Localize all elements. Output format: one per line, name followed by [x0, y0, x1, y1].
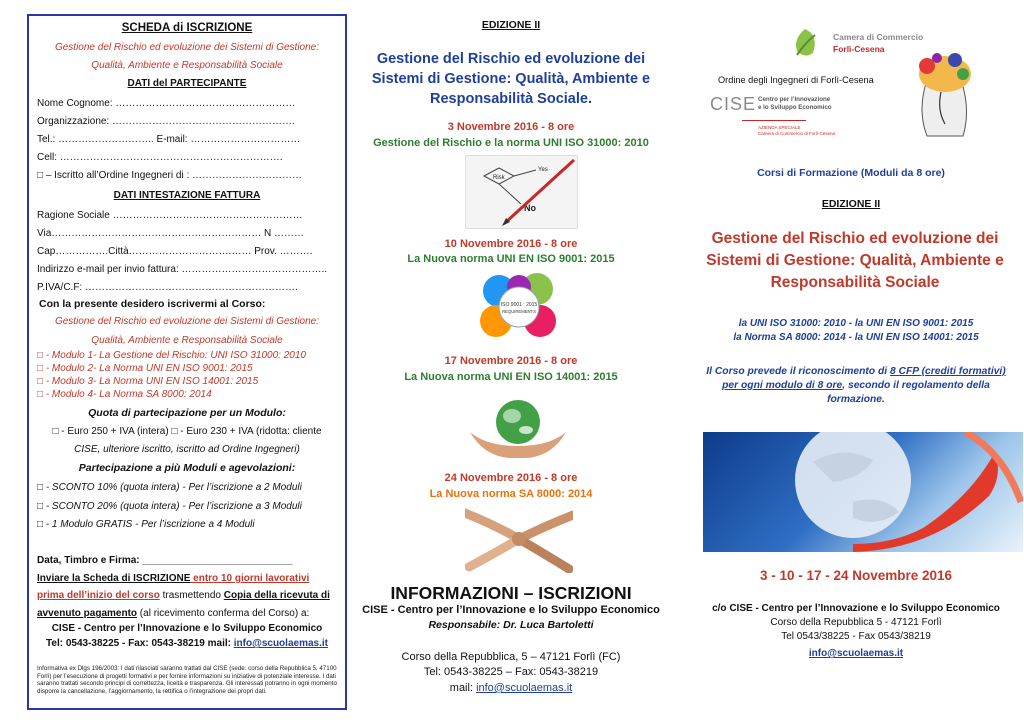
multi-module-header: Partecipazione a più Moduli e agevolazioni:: [78, 462, 296, 474]
cfp-note: [706, 365, 1006, 407]
send-label: Inviare la Scheda di ISCRIZIONE: [37, 573, 191, 584]
cise-logo-l3: AZIENDA SPECIALE: [758, 125, 801, 130]
iso-9001-diagram-image: [474, 269, 564, 341]
field-engineers-order[interactable]: □ – Iscritto all’Ordine Ingegneri di : ……………………………: [37, 170, 302, 181]
right-email-link[interactable]: info@scuolaemas.it: [808, 648, 904, 659]
quota-header: Quota di partecipazione per un Modulo:: [88, 407, 286, 419]
right-address-line1: c/o CISE - Centro per l’Innovazione e lo Sviluppo Economico: [712, 603, 1000, 614]
info-mail-label: mail:: [449, 682, 477, 694]
form-title: SCHEDA di ISCRIZIONE: [121, 22, 253, 34]
enroll-course1: Gestione del Rischio ed evoluzione dei Sistemi di Gestione:: [54, 316, 320, 327]
session-3-topic: La Nuova norma UNI EN ISO 14001: 2015: [404, 371, 618, 383]
session-4-topic: La Nuova norma SA 8000: 2014: [429, 488, 593, 500]
send-instructions-line3: [37, 608, 309, 620]
field-cell[interactable]: Cell: ………………………………………………………….: [37, 152, 283, 163]
cfp-note-a: Il Corso prevede il riconoscimento di: [706, 366, 890, 377]
quota-options[interactable]: □ - Euro 250 + IVA (intera) □ - Euro 230 + IVA (ridotta: cliente: [52, 426, 322, 437]
session-2-date: 10 Novembre 2016 - 8 ore: [444, 238, 578, 250]
info-address: Corso della Repubblica, 5 – 47121 Forlì (FC): [401, 651, 621, 663]
privacy-note: Informativa ex Dlgs 196/2003: I dati rilasciati saranno trattati dal CISE (sede: corso della Repubblica 5, 47100 Forlì) per l’esecuzione di progetti formativi e per fornire informazioni su iniziative di potenziale interesse. I dati saranno trattati secondo principi di correttezza, liceità e trasparenza. Gli interessati potranno in ogni momento disporre la cancellazione, l’aggiornamento, la rettifica o l’integrazione dei propri dati.: [37, 665, 337, 695]
cise-logo-rule: [742, 120, 806, 121]
form-course-line1: Gestione del Rischio ed evoluzione dei Sistemi di Gestione:: [54, 42, 320, 53]
cfp-note-b: 8 CFP (crediti formativi) per ogni modulo di 8 ore: [722, 366, 1006, 391]
session-2-topic: La Nuova norma UNI EN ISO 9001: 2015: [407, 253, 615, 265]
iso-label-2: REQUIREMENTS: [502, 309, 536, 314]
right-address-line3: Tel 0543/38225 - Fax 0543/38219: [781, 631, 931, 642]
hands-globe-image: [468, 388, 568, 460]
discount-10-checkbox[interactable]: □ - SCONTO 10% (quota intera) - Per l’iscrizione a 2 Moduli: [37, 482, 302, 493]
engineers-order: Ordine degli Ingegneri di Forlì-Cesena: [718, 75, 874, 85]
form-contact-phone: Tel: 0543-38225 - Fax: 0543-38219 mail:: [46, 638, 234, 649]
chamber-name-l2: Forlì-Cesena: [833, 44, 885, 54]
cise-logo-l4: Camera di Commercio di Forlì-Cesena: [758, 131, 836, 136]
hand-globe-photo: [703, 432, 1023, 552]
field-organization[interactable]: Organizzazione: ……………………………………………….: [37, 116, 295, 127]
registration-form: [27, 14, 347, 710]
no-label: No: [524, 203, 536, 213]
participant-header: DATI del PARTECIPANTE: [127, 78, 247, 89]
cise-logo-l1: Centro per l’Innovazione: [758, 96, 831, 103]
form-cise-line: CISE - Centro per l’Innovazione e lo Sviluppo Economico: [51, 623, 323, 634]
courses-label: Corsi di Formazione (Moduli da 8 ore): [757, 167, 945, 179]
discount-20-checkbox[interactable]: □ - SCONTO 20% (quota intera) - Per l’iscrizione a 3 Moduli: [37, 501, 302, 512]
module-1-checkbox[interactable]: □ - Modulo 1- La Gestione del Rischio: UNI ISO 31000: 2010: [37, 350, 306, 361]
module-2-checkbox[interactable]: □ - Modulo 2- La Norma UNI EN ISO 9001: 2015: [37, 363, 253, 374]
signature-line[interactable]: Data, Timbro e Firma: ___________________________: [37, 555, 293, 566]
cfp-note-c: , secondo il regolamento della formazione.: [827, 380, 990, 405]
iso-label-1: ISO 9001 : 2015: [500, 302, 538, 308]
enroll-course2: Qualità, Ambiente e Responsabilità Sociale: [91, 335, 283, 346]
middle-edition: EDIZIONE II: [481, 19, 541, 31]
send-before-start: prima dell’inizio del corso: [37, 590, 160, 601]
form-contact-email-link[interactable]: info@scuolaemas.it: [233, 638, 328, 649]
module-3-checkbox[interactable]: □ - Modulo 3- La Norma UNI EN ISO 14001: 2015: [37, 376, 259, 387]
chamber-name-l1: Camera di Commercio: [833, 32, 924, 42]
risk-label: Risk: [493, 175, 505, 181]
form-course-line2: Qualità, Ambiente e Responsabilità Sociale: [91, 60, 283, 71]
send-confirmation: (al ricevimento conferma del Corso) a:: [137, 608, 310, 619]
linked-hands-image: [465, 505, 573, 573]
session-1-date: 3 Novembre 2016 - 8 ore: [447, 121, 575, 133]
session-3-date: 17 Novembre 2016 - 8 ore: [444, 355, 578, 367]
module-4-checkbox[interactable]: □ - Modulo 4- La Norma SA 8000: 2014: [37, 389, 212, 400]
right-title: Gestione del Rischio ed evoluzione dei Sistemi di Gestione: Qualità, Ambiente e Responsabilità Sociale: [706, 230, 1004, 291]
field-street[interactable]: Via……………………………………………………… N ………: [37, 228, 305, 239]
info-responsible: Responsabile: Dr. Luca Bartoletti: [428, 619, 594, 631]
info-email-link[interactable]: info@scuolaemas.it: [476, 682, 573, 694]
send-instructions-line2: [37, 590, 330, 602]
norms-line2: la Norma SA 8000: 2014 - la UNI EN ISO 14001: 2015: [733, 332, 979, 343]
send-deadline: entro 10 giorni lavorativi: [190, 573, 310, 584]
send-instructions-line1: [37, 573, 309, 585]
info-phone: Tel: 0543-38225 – Fax: 0543-38219: [423, 666, 599, 678]
middle-title: Gestione del Rischio ed evoluzione dei Sistemi di Gestione: Qualità, Ambiente e Responsabilità Sociale.: [371, 51, 651, 107]
cise-logo-text: CISE: [710, 94, 757, 114]
session-4-date: 24 Novembre 2016 - 8 ore: [444, 472, 578, 484]
norms-line1: la UNI ISO 31000: 2010 - la UNI EN ISO 9001: 2015: [738, 318, 974, 329]
free-module-checkbox[interactable]: □ - 1 Modulo GRATIS - Per l’iscrizione a 4 Moduli: [37, 519, 255, 530]
info-title: INFORMAZIONI – ISCRIZIONI: [390, 583, 632, 603]
engineers-head-illustration: [897, 40, 977, 140]
send-transmitting: trasmettendo: [159, 590, 224, 601]
info-mail: [356, 682, 666, 694]
quota-note: CISE, ulteriore iscritto, iscritto ad Ordine Ingegneri): [74, 444, 300, 455]
cise-logo: [710, 92, 900, 144]
cise-logo-l2: e lo Sviluppo Economico: [758, 104, 832, 111]
form-contacts: [29, 638, 345, 650]
field-name[interactable]: Nome Cognome: ………………………………………………: [37, 98, 296, 109]
right-address-line2: Corso della Repubblica 5 - 47121 Forlì: [770, 617, 942, 628]
info-cise: CISE - Centro per l’Innovazione e lo Sviluppo Economico: [362, 604, 660, 616]
send-receipt: Copia della ricevuta di: [223, 590, 330, 601]
course-dates: 3 - 10 - 17 - 24 Novembre 2016: [759, 568, 953, 583]
right-edition: EDIZIONE II: [821, 198, 881, 210]
session-1-topic: Gestione del Rischio e la norma UNI ISO 31000: 2010: [373, 137, 649, 149]
enroll-text: Con la presente desidero iscrivermi al Corso:: [39, 298, 266, 310]
field-city[interactable]: Cap…………….Città………………………….…… Prov. ……….: [37, 246, 313, 257]
field-invoice-email[interactable]: Indirizzo e-mail per invio fattura: ……………………………………..: [37, 264, 328, 275]
chamber-leaf-icon: [785, 25, 825, 65]
field-company[interactable]: Ragione Sociale …………………………………………………: [37, 210, 303, 221]
send-payment: avvenuto pagamento: [37, 608, 138, 619]
field-tel-email[interactable]: Tel.: ……………………….. E-mail: ……………………………: [37, 134, 301, 145]
invoice-header: DATI INTESTAZIONE FATTURA: [113, 190, 261, 201]
field-vat[interactable]: P.IVA/C.F: ……………………………………………………….: [37, 282, 298, 293]
risk-flowchart-image: [465, 155, 578, 229]
yes-label: Yes: [538, 167, 548, 173]
